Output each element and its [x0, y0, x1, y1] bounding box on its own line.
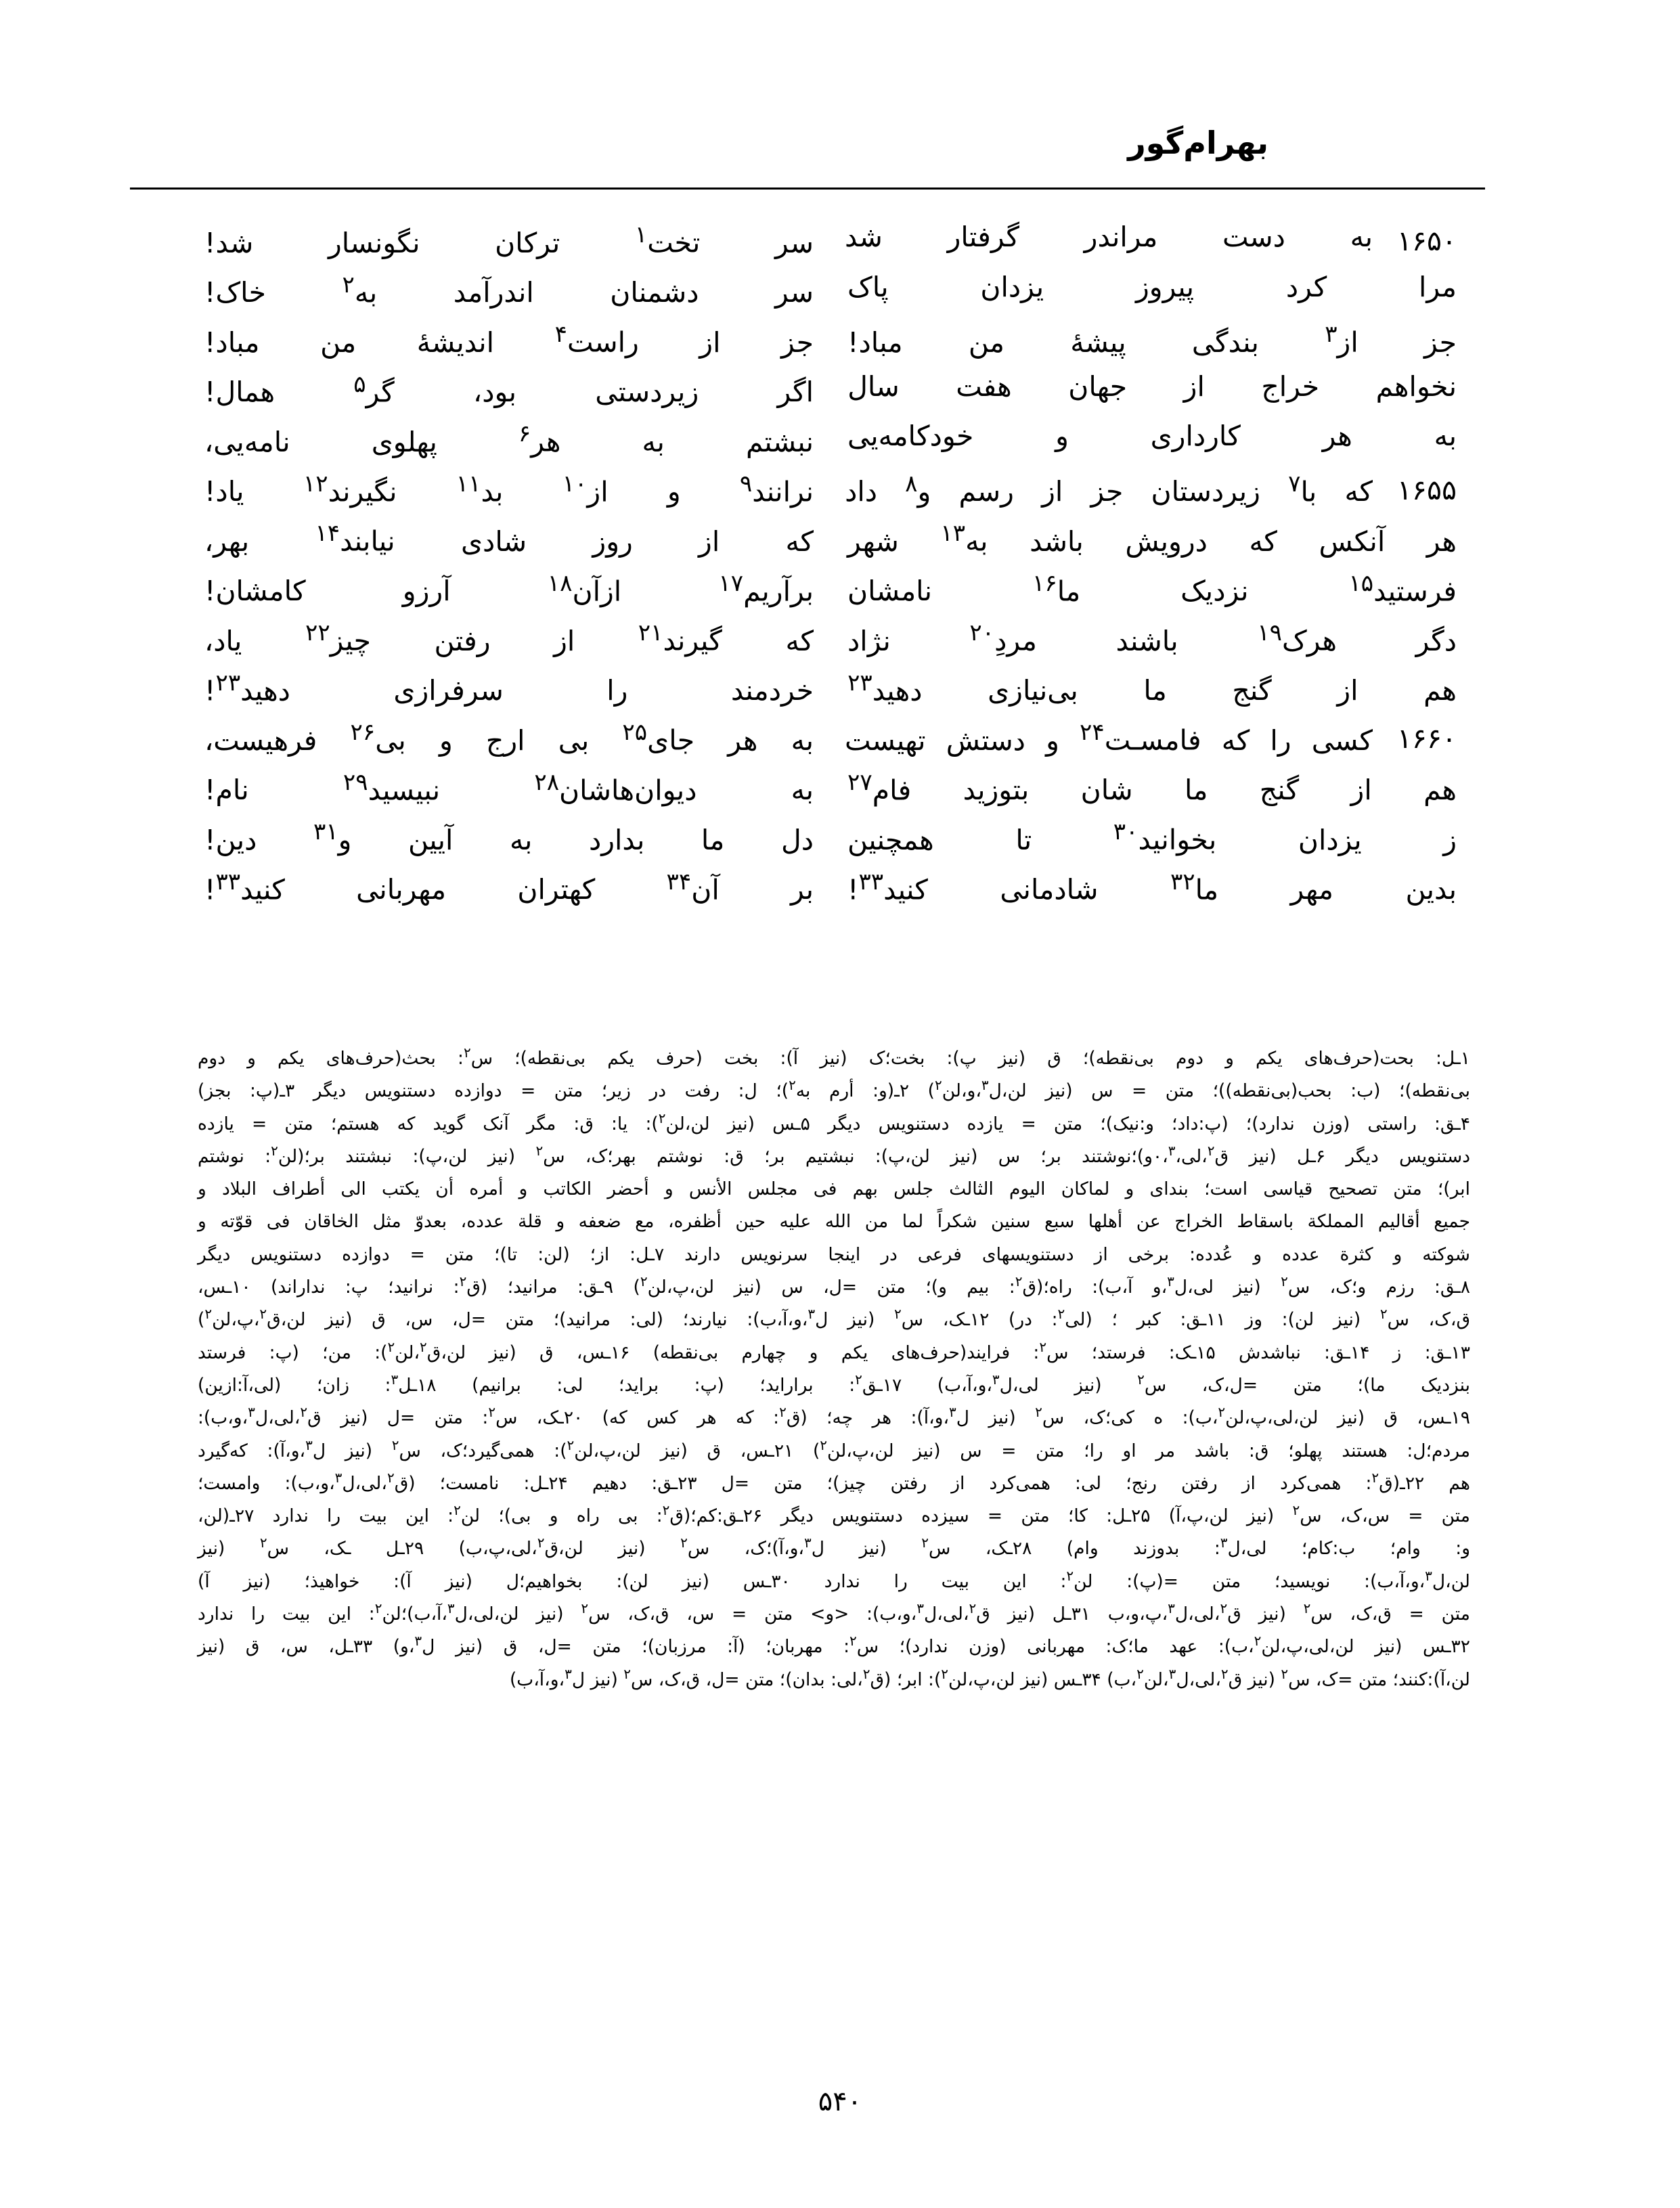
hemistich-second: خردمند را سرفرازی دهید$^{۲۳}$!	[204, 669, 814, 707]
verse-line	[204, 621, 1457, 671]
apparatus-line: ۱ـل: بحت(حرف‌های یکم و دوم بی‌نقطه)؛ ق (نیز پ): بخت؛ک (نیز آ): بخت (حرف یکم بی‌نقطه)؛ س$^۲$: بحث(حرف‌های یکم و دوم	[198, 1044, 1470, 1069]
hemistich-first: جز از$^۳$ بندگی پیشهٔ من مباد!	[847, 321, 1457, 359]
apparatus-line: ق،ک، س$^۲$ (نیز لن): وز ۱۱ـق: کبر ؛ (لی$^۲$: در) ۱۲ـک، س$^۲$ (نیز ل$^۳$،و،آ،ب): نیارند؛ (لی: مرانید)؛ متن =ل، س، ق (نیز لن،ق$^۲$،پ،لن$^۲$)	[198, 1306, 1471, 1331]
hemistich-first: هم از گنج ما بی‌نیازی دهید$^{۲۳}$	[847, 669, 1457, 707]
apparatus-line: ۱۹ـس، ق (نیز لن،لی،پ،لن$^۲$،ب): ه کی؛ک، س$^۲$ (نیز ل$^۳$،و،آ): هر چه؛ (ق$^۲$: که هر کس که) ۲۰ـک، س$^۲$: متن =ل (نیز ق$^۲$،لی،ل$^۳$،و،ب):	[198, 1404, 1470, 1429]
apparatus-line: ۴ـق: راستی (وزن ندارد)؛ (پ:داد؛ و:نیک)؛ متن = یازده دستنویس دیگر ۵ـس (نیز لن،لن$^۲$): یا: ق: مگر آنک گوید که هستم؛ متن = یازده	[198, 1109, 1470, 1134]
verse-block	[204, 223, 1457, 920]
hemistich-second: برآریم$^{۱۷}$ ازآن$^{۱۸}$ آرزو کامشان!	[204, 569, 814, 608]
apparatus-line: لن،ل$^۳$،و،آ،ب): نویسید؛ متن =(پ): لن$^۲$: این بیت را ندارد ۳۰ـس (نیز لن): بخواهیم؛ل (نیز آ): خواهیذ؛ (نیز آ)	[198, 1567, 1470, 1592]
apparatus-line: دستنویس دیگر ۶ـل (نیز ق$^۲$،لی،۰،$^۳$و)؛نوشتند بر؛ س (نیز لن،پ): نبشتیم بر؛ ق: نوشتم بهر؛ک، س$^۲$ (نیز لن،پ): نبشتند بر؛(لن$^۲$: نوشتم	[198, 1143, 1470, 1167]
header-rule	[130, 187, 1485, 190]
hemistich-first: به هر کارداری و خودکامه‌یی	[847, 420, 1457, 452]
hemistich-first: مرا کرد پیروز یزدان پاک	[847, 270, 1457, 303]
apparatus-line: و: وام؛ ب:کام؛ لی،ل$^۳$: بدوزند وام) ۲۸ـک، س$^۲$ (نیز ل$^۳$،و،آ)؛ک، س$^۲$ (نیز لن،ق$^۲$،لی،پ،ب) ۲۹ـل ـک، س$^۲$ (نیز	[198, 1534, 1470, 1560]
apparatus-line: ۳۲ـس (نیز لن،لی،پ،لن$^۲$،ب): عهد ما؛ک: مهربانی (وزن ندارد)؛ س$^۲$: مهربان؛ (آ: مرزبان)؛ متن =ل، ق (نیز ل$^۳$،و) ۳۳ـل، س، ق (نیز	[198, 1633, 1471, 1658]
critical-apparatus	[198, 1042, 1470, 1696]
folio-number: ۵۴۰	[818, 2086, 862, 2117]
apparatus-line: شوکته و کثرة عدده و عُدده: برخی از دستنویسهای فرعی در اینجا سرنویس دارند ۷ـل: از؛ (لن: تا)؛ متن = دوازده دستنویس دیگر	[198, 1243, 1470, 1265]
verse-line	[204, 522, 1457, 572]
hemistich-second: که از روز شادی نیابند$^{۱۴}$ بهر،	[204, 520, 814, 558]
apparatus-line: ۱۳ـق: ز ۱۴ـق: نباشدش ۱۵ـک: فرستد؛ س$^۲$: فرایند(حرف‌های یکم و چهارم بی‌نقطه) ۱۶ـس، ق (نیز لن،ق$^۲$،لن$^۲$): من؛ (پ: فرستد	[198, 1338, 1470, 1363]
hemistich-second: بر آن$^{۳۴}$ کهتران مهربانی کنید$^{۳۳}$!	[204, 868, 814, 906]
apparatus-line: ابر)؛ متن تصحیح قیاسی است؛ بندای و لماکان الیوم الثالث جلس بهم فی مجلس الأنس و أحضر الکاتب و أمره أن یکتب الی أطراف البلاد و	[198, 1178, 1470, 1200]
apparatus-line: مردم؛ل: هستند پهلو؛ ق: باشد مر او را؛ متن = س (نیز لن،پ،لن$^۲$) ۲۱ـس، ق (نیز لن،پ،لن$^۲$): همی‌گیرد؛ک، س$^۲$ (نیز ل$^۳$،و،آ): که‌گیرد	[198, 1436, 1471, 1461]
verse-line	[204, 270, 1457, 324]
hemistich-first: کسی را که فامسـت$^{۲۴}$ و دستش تهیست	[845, 719, 1373, 757]
verse-line	[204, 671, 1457, 722]
verse-number: ۱۶۵۰	[1396, 225, 1457, 257]
hemistich-second: اگر زیردستی بود، گر$^۵$ همال!	[204, 370, 814, 409]
hemistich-second: که گیرند$^{۲۱}$ از رفتن چیز$^{۲۲}$ یاد،	[204, 619, 814, 657]
apparatus-line: ۸ـق: رزم و؛ک، س$^۲$ (نیز لی،ل$^۳$،و آ،ب): راه؛(ق$^۲$: بیم و)؛ متن =ل، س (نیز لن،پ،لن$^۲$) ۹ـق: مرانید؛ (ق$^۲$: نرانید؛ پ: نداراند) ۱۰ـس،	[198, 1273, 1471, 1298]
running-head-title: بهرام‌گور	[1128, 125, 1268, 161]
hemistich-second: دل ما بدارد به آیین و$^{۳۱}$ دین!	[204, 818, 814, 856]
verse-line	[204, 370, 1457, 423]
verse-line	[204, 323, 1457, 373]
apparatus-line: جمیع أقالیم المملکة باسقاط الخراج عن أهلها سبع سنین شکراً لما من الله علیه حین أظفره، مع ضعفه و قلة عدده، بعدوّ مثل الخاقان فی قوّته و	[198, 1211, 1470, 1233]
hemistich-first: هم از گنج ما شان بتوزید فام$^{۲۷}$	[847, 768, 1457, 807]
hemistich-second: نرانند$^۹$ و از$^{۱۰}$ بد$^{۱۱}$ نگیرند$^{۱۲}$ یاد!	[204, 470, 814, 508]
hemistich-first: نخواهم خراج از جهان هفت سال	[847, 370, 1457, 403]
hemistich-first: ز یزدان بخوانید$^{۳۰}$ تا همچنین	[847, 818, 1457, 856]
verse-number: ۱۶۵۵	[1396, 473, 1457, 506]
hemistich-second: نبشتم به هر$^۶$ پهلوی نامه‌یی،	[204, 420, 814, 458]
hemistich-first: دگر هرک$^{۱۹}$ باشند مردِ$^{۲۰}$ نژاد	[847, 619, 1457, 657]
hemistich-first: هر آنکس که درویش باشد به$^{۱۳}$ شهر	[847, 520, 1457, 558]
verse-line	[204, 569, 1457, 622]
hemistich-first: به دست مراندر گرفتار شد	[845, 221, 1373, 253]
hemistich-first: که با$^۷$ زیردستان جز از رسم و$^۸$ داد	[845, 470, 1373, 508]
apparatus-line: هم ۲۲ـ(ق$^۲$: همی‌کرد از رفتن رنج؛ لی: همی‌کرد از رفتن چیز)؛ متن =ل ۲۳ـق: دهیم ۲۴ـل: نامست؛ (ق$^۲$،لی،ل$^۳$،و،ب): وامست؛	[198, 1470, 1470, 1494]
apparatus-line: متن = ق،ک، س$^۲$ (نیز ق$^۲$،لی،ل$^۳$،پ،و،ب ۳۱ـل (نیز ق$^۲$،لی،ل$^۳$،و،ب): <و> متن = س، ق،ک، س$^۲$ (نیز لن،لی،ل$^۳$،آ،ب)؛لن$^۲$: این بیت را ندارد	[198, 1600, 1470, 1625]
apparatus-line: بی‌نقطه)؛ (ب: بحب(بی‌نقطه))؛ متن = س (نیز لن،ل$^۳$،و،لن$^۲$) ۲ـ(و: أرم به$^۲$)؛ ل: رفت در زیر؛ متن = دوازده دستنویس دیگر ۳ـ(پ: بجز)	[198, 1077, 1470, 1102]
hemistich-first: بدین مهر ما$^{۳۲}$ شادمانی کنید$^{۳۳}$!	[847, 868, 1457, 906]
verse-number: ۱۶۶۰	[1396, 722, 1457, 755]
hemistich-first: فرستید$^{۱۵}$ نزدیک ما$^{۱۶}$ نامشان	[847, 569, 1457, 608]
verse-line	[204, 870, 1457, 921]
verse-line	[204, 472, 1457, 523]
verse-line	[204, 820, 1457, 870]
hemistich-second: به هر جای$^{۲۵}$ بی ارج و بی$^{۲۶}$ فرهیست،	[204, 719, 814, 757]
hemistich-second: سر تخت$^۱$ ترکان نگونسار شد!	[204, 221, 814, 259]
apparatus-line: بنزدیک ما)؛ متن =ل،ک، س$^۲$ (نیز لی،ل$^۳$،و،آ،ب) ۱۷ـق$^۲$: براراید؛ (پ: براید؛ لی: برانیم) ۱۸ـل$^۳$: زان؛ (لی،آ:ازین)	[198, 1371, 1470, 1396]
running-head	[130, 127, 1485, 190]
apparatus-line: لن،آ):کنند؛ متن =ک، س$^۲$ (نیز ق$^۲$،لی،ل$^۳$،لن$^۲$،ب) ۳۴ـس (نیز لن،پ،لن$^۲$): ابر؛ (ق$^۲$،لی: بدان)؛ متن =ل، ق،ک، س$^۲$ (نیز ل$^۳$،و،آ،ب)	[509, 1665, 1470, 1690]
verse-line	[204, 422, 1457, 472]
hemistich-second: به دیوان‌هاشان$^{۲۸}$ نبیسید$^{۲۹}$ نام!	[204, 768, 814, 807]
hemistich-second: جز از راست$^۴$ اندیشهٔ من مباد!	[204, 321, 814, 359]
hemistich-second: سر دشمنان اندرآمد به$^۲$ خاک!	[204, 271, 814, 309]
apparatus-line: متن = س،ک، س$^۲$ (نیز لن،پ،آ) ۲۵ـل: کا؛ متن = سیزده دستنویس دیگر ۲۶ـق:کم؛(ق$^۲$: بی راه و بی)؛ لن$^۲$: این بیت را ندارد ۲۷ـ(لن،	[198, 1502, 1470, 1527]
verse-line	[204, 721, 1457, 771]
verse-line	[204, 223, 1457, 273]
verse-line	[204, 768, 1457, 821]
